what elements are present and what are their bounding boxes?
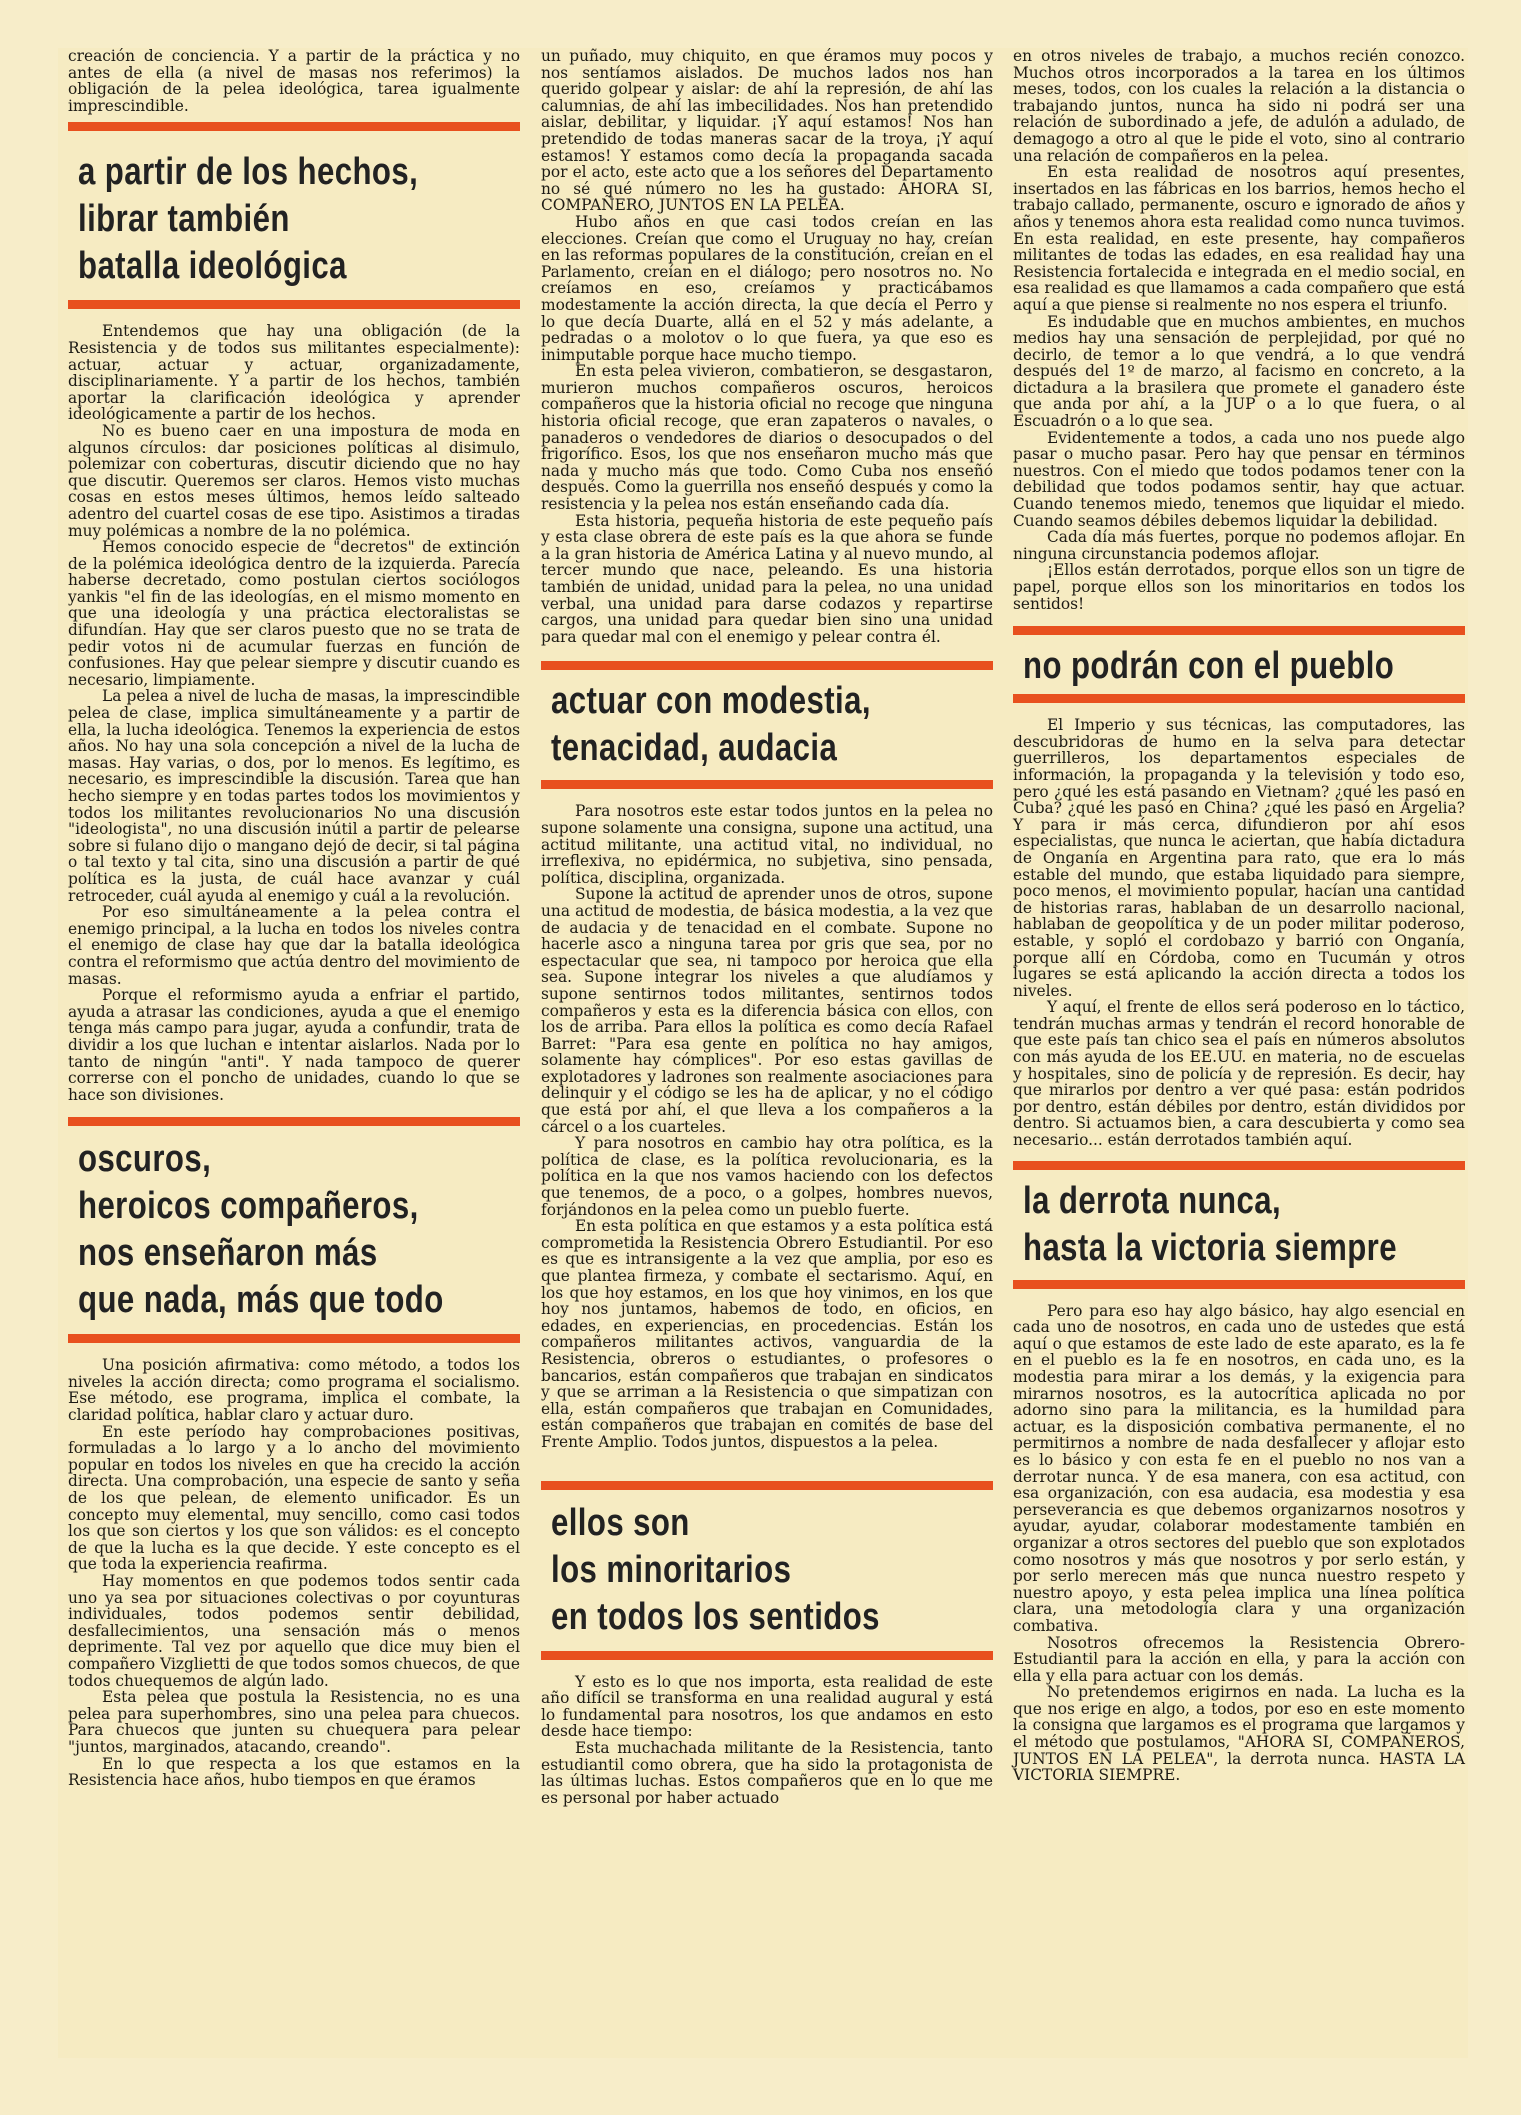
paragraph: Una posición afirmativa: como método, a todos los niveles la acción directa; como programa el socialismo. Ese método, ese programa, implica el combate, la claridad política, hablar claro y actuar duro. <box>68 1356 520 1425</box>
col2-section-0 <box>541 48 993 645</box>
headline-line: heroicos compañeros, <box>78 1185 419 1228</box>
paragraph: ¡Ellos están derrotados, porque ellos son un tigre de papel, porque ellos son los minoritarios en todos los sentidos! <box>1013 561 1465 613</box>
paragraph: Esta historia, pequeña historia de este pequeño país y esta clase obrera de este país es la que ahora se funde a la gran historia de América Latina y al nuevo mundo, al tercer mundo que nace, peleando. Es una historia también de unidad, unidad para la pelea, no una unidad verbal, una unidad para darse codazos y repartirse cargos, una unidad para quedar bien sino una unidad para quedar mal con el enemigo y pelear contra él. <box>541 511 993 646</box>
column-2 <box>541 48 993 1806</box>
paragraph: Para nosotros este estar todos juntos en la pelea no supone solamente una consigna, supone una actitud, una actitud militante, una actitud vital, no individual, no irreflexiva, no epidérmica, no subjetiva, sino pensada, política, disciplina, organizada. <box>541 802 993 887</box>
orange-rule <box>541 780 993 789</box>
headline-line: oscuros, <box>78 1138 212 1181</box>
newspaper-page <box>58 48 1468 2058</box>
headline-2 <box>78 1136 530 1324</box>
paragraph: Y para nosotros en cambio hay otra política, es la política de clase, es la política revolucionaria, es la política en la que nos vamos haciendo con los defectos que tenemos, de a poco, o a golpes, hombres nuevos, forjándonos en la pelea como un pueblo fuerte. <box>541 1134 993 1219</box>
paragraph: No pretendemos erigirnos en nada. La lucha es la que nos erige en algo, a todos, por eso en este momento la consigna que largamos es el programa que largamos y el método que postulamos, "AHORA SI, COMPAÑEROS, JUNTOS EN LA PELEA", la derrota nunca. HASTA LA VICTORIA SIEMPRE. <box>1013 1683 1465 1785</box>
paragraph: Esta muchachada militante de la Resistencia, tanto estudiantil como obrera, que ha sido la protagonista de las últimas luchas. Estos compañeros que en lo que me es personal por haber actuado <box>541 1738 993 1807</box>
headline-line: librar también <box>78 198 290 241</box>
col3-section-6 <box>1013 1303 1465 1784</box>
orange-rule <box>1013 626 1465 635</box>
headline-line: en todos los sentidos <box>551 1595 880 1638</box>
paragraph: Evidentemente a todos, a cada uno nos puede algo pasar o mucho pasar. Pero hay que pensar en términos nuestros. Con el miedo que todos podamos tener con la debilidad que todos podamos sentir, hay que actuar. Cuando tenemos miedo, tenemos que liquidar el miedo. Cuando seamos débiles debemos liquidar la debilidad. <box>1013 428 1465 530</box>
headline-1 <box>78 149 530 290</box>
paragraph: Cada día más fuertes, porque no podemos aflojar. En ninguna circunstancia podemos aflojar. <box>1013 528 1465 563</box>
paragraph: Es indudable que en muchos ambientes, en muchos medios hay una sensación de perplejidad, por qué no decirlo, de temor a lo que vendrá, a lo que vendrá después del 1º de marzo, al facismo en concreto, a la dictadura a la brasilera que promete el ganadero éste que anda por ahí, a la JUP o a lo que fuera, o al Escuadrón o a lo que sea. <box>1013 312 1465 431</box>
paragraph: Hay momentos en que podemos todos sentir cada uno ya sea por situaciones colectivas o por coyunturas individuales, todos podemos sentir debilidad, desfallecimientos, una sensación más o menos deprimente. Tal vez por aquello que dice muy bien el compañero Vizglietti de que todos somos chuecos, de que todos chuequemos de algún lado. <box>68 1572 520 1690</box>
headline-6 <box>1023 1178 1475 1272</box>
paragraph: En esta realidad de nosotros aquí presentes, insertados en las fábricas en los barrios, hemos hecho el trabajo callado, permanente, oscuro e ignorado de años y años y tenemos ahora esta realidad como nunca tuvimos. En esta realidad, en este presente, hay compañeros militantes de todas las edades, en esa realidad hay una Resistencia fortalecida e integrada en el medio social, en esa realidad es que llamamos a cada compañero que está aquí a que piense si realmente no nos espera el triunfo. <box>1013 163 1465 314</box>
paragraph: En este período hay comprobaciones positivas, formuladas a lo largo y a lo ancho del movimiento popular en todos los niveles en que ha crecido la acción directa. Una comprobación, una especie de santo y seña de los que pelean, de elemento unificador. Es un concepto muy elemental, muy sencillo, como casi todos los que son ciertos y los que son válidos: es el concepto de que la lucha es la que decide. Y este concepto es el que toda la experiencia reafirma. <box>68 1422 520 1574</box>
headline-line: los minoritarios <box>551 1548 792 1591</box>
headline-line: hasta la victoria siempre <box>1023 1226 1397 1269</box>
col3-section-5 <box>1013 717 1465 1148</box>
orange-rule <box>541 1481 993 1490</box>
paragraph: Por eso simultáneamente a la pelea contra el enemigo principal, a la lucha en todos los niveles contra el enemigo de clase hay que dar la batalla ideológica contra el reformismo que actúa dentro del movimiento de masas. <box>68 903 520 988</box>
orange-rule <box>1013 1280 1465 1289</box>
paragraph: Y esto es lo que nos importa, esta realidad de este año difícil se transforma en una realidad augural y está lo fundamental para nosotros, los que andamos en esto desde hace tiempo: <box>541 1672 993 1741</box>
paragraph: No es bueno caer en una impostura de moda en algunos círculos: dar posiciones políticas al disimulo, polemizar con coberturas, discutir diciendo que no hay que discutir. Queremos ser claros. Hemos visto muchas cosas en estos meses últimos, hemos leído salteado adentro del cuartel cosas de ese tipo. Asistimos a tiradas muy polémicas a nombre de la no polémica. <box>68 421 520 540</box>
paragraph: Esta pelea que postula la Resistencia, no es una pelea para superhombres, sino una pelea para chuecos. Para chuecos que junten su chuequera para pelear "juntos, marginados, atacando, creando". <box>68 1688 520 1756</box>
headline-line: a partir de los hechos, <box>78 151 419 194</box>
paragraph: Hemos conocido especie de "decretos" de extinción de la polémica ideológica dentro de la izquierda. Parecía haberse decretado, como postulan ciertos sociólogos yankis "el fin de las ideologías, en el mismo momento en que una ideología y una práctica electoralistas se difundían. Hay que ser claros puesto que no se trata de pedir votos ni de acumular fuerzas en función de confusiones. Hay que pelear siempre y discutir cuando es necesario, limpiamente. <box>68 538 520 689</box>
column-1 <box>68 48 520 1789</box>
paragraph: Hubo años en que casi todos creían en las elecciones. Creían que como el Uruguay no hay, creían en las reformas populares de la constitución, creían en el Parlamento, creían en el diálogo; pero nosotros no. No creíamos en eso, creíamos y practicábamos modestamente la acción directa, la que decía el Perro y lo que decía Duarte, allá en el 52 y más adelante, a pedradas o a molotov o lo que fuera, ya que eso es inimputable porque hace mucho tiempo. <box>541 212 993 364</box>
column-3 <box>1013 48 1465 1784</box>
orange-rule <box>1013 1161 1465 1170</box>
paragraph: Y aquí, el frente de ellos será poderoso en lo táctico, tendrán muchas armas y tendrán el record honorable de que este país tan chico sea el país en números absolutos con más ayuda de los EE.UU. en materia, no de escuelas y hospitales, sino de policía y de represión. Es decir, hay que mirarlos por dentro a ver qué pasa: están podridos por dentro, están débiles por dentro, están divididos por dentro. Si actuamos bien, a cara descubierta y como sea necesario... están derrotados también aquí. <box>1013 998 1465 1150</box>
orange-rule <box>541 1651 993 1660</box>
paragraph: un puñado, muy chiquito, en que éramos muy pocos y nos sentíamos aislados. De muchos lados nos han querido golpear y aislar: de ahí la represión, de ahí las calumnias, de ahí las imbecilidades. Nos han pretendido aislar, debilitar, y liquidar. ¡Y aquí estamos! Nos han pretendido de todas maneras sacar de la troya, ¡Y aquí estamos! Y estamos como decía la propaganda sacada por el acto, este acto que a los señores del Departamento no sé qué número no les ha gustado: AHORA SI, COMPAÑERO, JUNTOS EN LA PELEA. <box>541 47 993 215</box>
headline-line: que nada, más que todo <box>78 1279 444 1322</box>
orange-rule <box>1013 694 1465 703</box>
headline-5 <box>1023 643 1475 690</box>
orange-rule <box>541 661 993 670</box>
paragraph: En esta pelea vivieron, combatieron, se desgastaron, murieron muchos compañeros oscuros, heroicos compañeros que la historia oficial no recoge que ninguna historia oficial recoge, que eran zapateros o navales, o panaderos o vendedores de diarios o desocupados o del frigorífico. Esos, los que nos enseñaron mucho más que nada y mucho más que todo. Como Cuba nos enseñó después. Como la guerrilla nos enseñó después y como la resistencia y la pelea nos están enseñando cada día. <box>541 362 993 514</box>
paragraph: Pero para eso hay algo básico, hay algo esencial en cada uno de nosotros, en cada uno de ustedes que está aquí o que estamos de este lado de este aparato, es la fe en el pueblo es la fe en nosotros, en cada uno, es la modestia para mirar a los demás, y la exigencia para mirarnos nosotros, es la autocrítica aplicada no por adorno sino para la militancia, es la humildad para actuar, es la disposición combativa permanente, el no permitirnos a nombre de nada desfallecer y aflojar esto es lo básico y con esta fe en el pueblo no nos van a derrotar nunca. Y de esa manera, con esa actitud, con esa organización, con esa audacia, esa modestia y esa perseverancia es que debemos organizarnos nosotros y ayudar, ayudar, colaborar modestamente también en organizar a otros sectores del pueblo que son explotados como nosotros y más que nosotros y por serlo están, y por serlo merecen más que nunca nuestro respeto y nuestro apoyo, y esta pelea implica una línea política clara, una metodología clara y una organización combativa. <box>1013 1301 1465 1635</box>
headline-line: batalla ideológica <box>78 245 347 288</box>
paragraph: Porque el reformismo ayuda a enfriar el partido, ayuda a atrasar las condiciones, ayuda a que el enemigo tenga más campo para jugar, ayuda a confundir, trata de dividir a los que luchan e intentar aislarlos. Nada por lo tanto de ningún "anti". Y nada tampoco de querer correrse con el poncho de unidades, cuando lo que se hace son divisiones. <box>68 986 520 1104</box>
headline-4 <box>551 1500 1003 1641</box>
paragraph: Supone la actitud de aprender unos de otros, supone una actitud de modestia, de básica modestia, a la vez que de audacia y de tenacidad en el combate. Supone no hacerle asco a ninguna tarea por gris que sea, por no espectacular que sea, ni tampoco por heroica que ella sea. Supone integrar los niveles a que aludíamos y supone sentirnos todos militantes, sentirnos todos compañeros y esta es la diferencia básica con ellos, con los de arriba. Para ellos la política es como decía Rafael Barret: "Para esa gente en política no hay amigos, solamente hay cómplices". Por eso estas gavillas de explotadores y ladrones son realmente asociaciones para delinquir y el código se les ha de aplicar, y no el código que está por ahí, el que lleva a los compañeros a la cárcel o a los cuarteles. <box>541 885 993 1136</box>
col1-section-2 <box>68 1357 520 1788</box>
paragraph: Nosotros ofrecemos la Resistencia Obrero-Estudiantil para la acción en ella, y para la acción con ella y ella para actuar con los demás. <box>1013 1633 1465 1685</box>
col2-section-3 <box>541 803 993 1450</box>
orange-rule <box>68 122 520 131</box>
headline-line: nos enseñaron más <box>78 1232 378 1275</box>
paragraph: en otros niveles de trabajo, a muchos recién conozco. Muchos otros incorporados a la tarea en los últimos meses, todos, con los cuales la relación a la distancia o trabajando juntos, nunca ha sido ni podrá ser una relación de subordinado a jefe, de adulón a adulado, de demagogo a otro al que le pide el voto, sino al contrario una relación de compañeros en la pelea. <box>1013 47 1465 165</box>
col1-intro <box>68 48 520 114</box>
paragraph: La pelea a nivel de lucha de masas, la imprescindible pelea de clase, implica simultáneamente y a partir de ella, la lucha ideológica. Tenemos la experiencia de estos años. No hay una sola concepción a nivel de la lucha de masas. Hay varias, o dos, por lo menos. Es legítimo, es necesario, es imprescindible la discusión. Tarea que han hecho siempre y en todas partes todos los movimientos y todos los militantes revolucionarios No una discusión "ideologista", no una discusión inútil a partir de pelearse sobre si fulano dijo o mangano dejó de decir, si tal página o tal texto y tal cita, sino una discusión a partir de qué política es la justa, de cuál hace avanzar y cuál retroceder, cuál ayuda al enemigo y cuál a la revolución. <box>68 687 520 905</box>
col3-section-0 <box>1013 48 1465 612</box>
headline-line: tenacidad, audacia <box>551 727 838 770</box>
paragraph: En lo que respecta a los que estamos en la Resistencia hace años, hubo tiempos en que éramos <box>68 1754 520 1790</box>
paragraph: En esta política en que estamos y a esta política está comprometida la Resistencia Obrero Estudiantil. Por eso es que es intransigente a la vez que amplia, por eso es que plantea firmeza, y combate el sectarismo. Aquí, en los que hoy estamos, en los que hoy vinimos, en los que hoy nos juntamos, habemos de todo, en oficios, en edades, en experiencias, en procedencias. Están los compañeros militantes activos, vanguardia de la Resistencia, obreros o estudiantes, o profesores o bancarios, están compañeros que trabajan en sindicatos y que se arriman a la Resistencia o que simpatizan con ella, están compañeros que trabajan en Comunidades, están compañeros que trabajan en comités de base del Frente Amplio. Todos juntos, dispuestos a la pelea. <box>541 1217 993 1451</box>
paragraph: El Imperio y sus técnicas, las computadores, las descubridoras de humo en la selva para detectar guerrilleros, los departamentos especiales de información, la propaganda y la televisión y todo eso, pero ¿qué les está pasando en Vietnam? ¿qué les pasó en Cuba? ¿qué les pasó en China? ¿qué les pasó en Argelia? Y para ir más cerca, difundieron por ahí esos especialistas, que nunca le aciertan, que había dictadura de Onganía en Argentina para rato, que era lo más estable del mundo, que estaba liquidado para siempre, poco menos, el movimiento popular, hacían una cantidad de historias raras, hablaban de un desarrollo nacional, hablaban de geopolítica y de un poder militar poderoso, estable, y sopló el cordobazo y barrió con Onganía, porque allí en Córdoba, como en Tucumán y otros lugares se está aplicando la acción directa a todos los niveles. <box>1013 716 1465 1000</box>
headline-line: ellos son <box>551 1501 690 1544</box>
paragraph: creación de conciencia. Y a partir de la práctica y no antes de ella (a nivel de masas nos referimos) la obligación de la pelea ideológica, tarea igualmente imprescindible. <box>68 47 520 115</box>
paragraph: Entendemos que hay una obligación (de la Resistencia y de todos sus militantes especialmente): actuar, actuar y actuar, organizadamente, disciplinariamente. Y a partir de los hechos, también aportar la clarificación ideológica y aprender ideológicamente a partir de los hechos. <box>68 322 520 424</box>
headline-3 <box>551 678 1003 772</box>
orange-rule <box>68 300 520 309</box>
col2-section-4 <box>541 1674 993 1807</box>
headline-line: actuar con modestia, <box>551 680 871 723</box>
col1-section-1 <box>68 323 520 1103</box>
headline-line: no podrán con el pueblo <box>1023 645 1395 688</box>
orange-rule <box>68 1334 520 1343</box>
orange-rule <box>68 1117 520 1126</box>
headline-line: la derrota nunca, <box>1023 1179 1282 1222</box>
